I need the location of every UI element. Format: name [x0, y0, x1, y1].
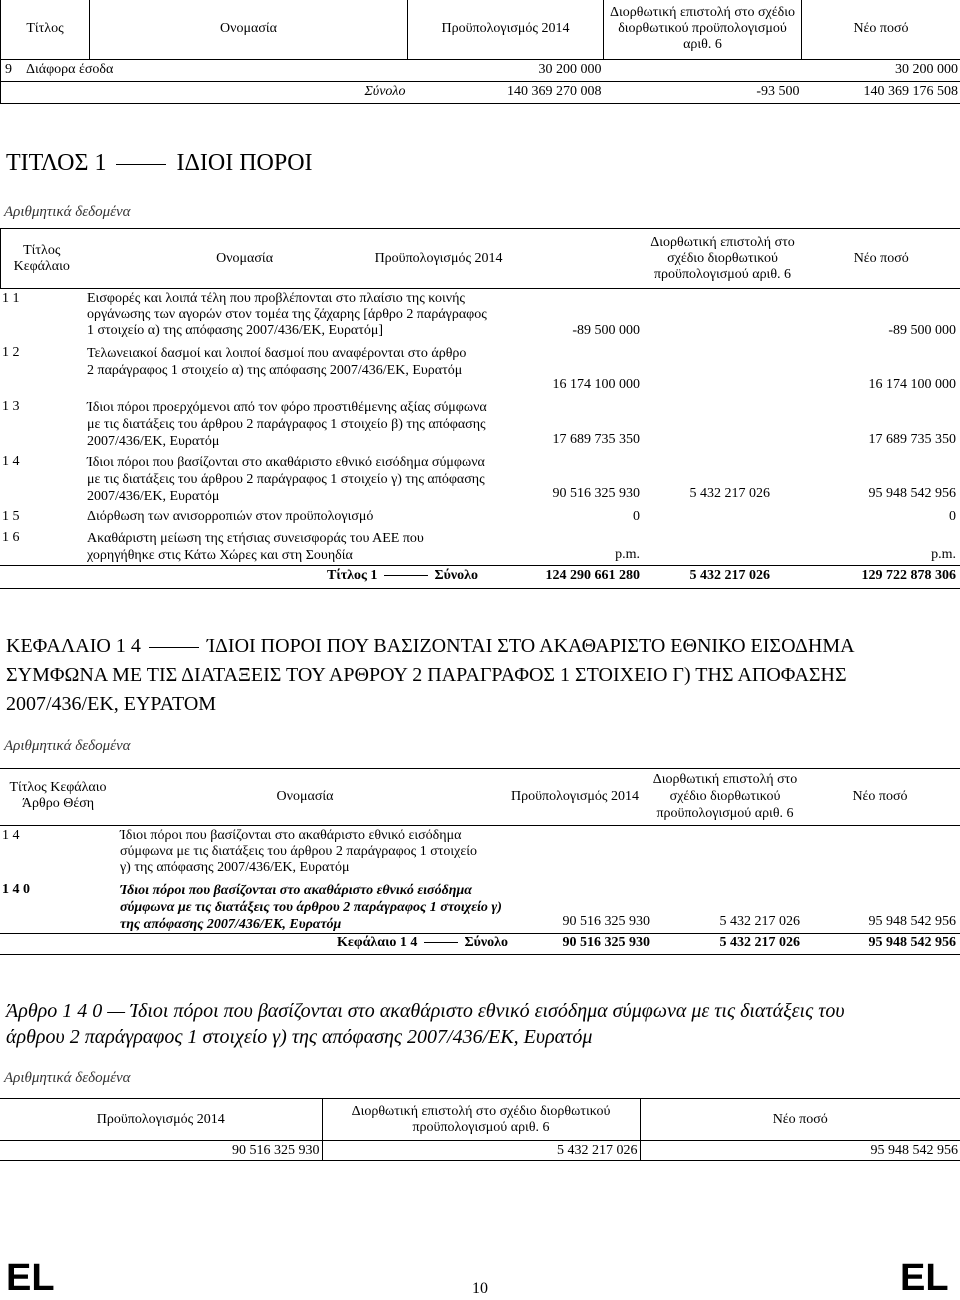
row-name: Ακαθάριστη μείωση της ετήσιας συνεισφοράς του ΑΕΕ που χορηγήθηκε στις Κάτω Χώρες και στη Σουηδία — [87, 531, 424, 563]
row-budget: 17 689 735 350 — [552, 432, 640, 447]
row-code: 9 — [5, 62, 12, 77]
row-name: Ίδιοι πόροι που βασίζονται στο ακαθάριστο εθνικό εισόδημα σύμφωνα με τις διατάξεις του άρθρου 2 παράγραφος 1 στοιχείο γ) της απόφασης 2007/436/ΕΚ, Ευρατόμ — [120, 883, 502, 932]
row-budget: 30 200 000 — [538, 62, 602, 77]
row-new-amount: 16 174 100 000 — [868, 377, 956, 392]
header-new-amount: Νέο ποσό — [852, 789, 908, 804]
row-name: Εισφορές και λοιπά τέλη που προβλέπονται στο πλαίσιο της κοινής οργάνωσης των αγορών στον τομέα της ζάχαρης [άρθρο 2 παράγραφος 1 στοιχείο α) της απόφασης 2007/436/ΕΚ, Ευρατόμ] — [87, 291, 487, 338]
header-title-chapter: Τίτλος Κεφάλαιο — [1, 229, 83, 289]
footer-lang-left: EL — [6, 1257, 55, 1299]
row-new-amount: -89 500 000 — [888, 323, 956, 338]
header-title-chapter: Τίτλος Κεφάλαιο Άρθρο Θέση — [9, 780, 107, 811]
table-row — [1, 59, 408, 81]
row-code: 1 4 — [2, 828, 20, 843]
header-amending: Διορθωτική επιστολή στο σχέδιο διορθωτικού προϋπολογισμού αριθ. 6 — [322, 1099, 640, 1141]
row-code: 1 4 — [2, 454, 20, 469]
row-budget: -89 500 000 — [572, 323, 640, 338]
numeric-data-label: Αριθμητικά δεδομένα — [4, 204, 131, 220]
header-budget: Προϋπολογισμός 2014 — [0, 1099, 322, 1141]
total-amending: -93 500 — [604, 81, 802, 103]
total-budget: 90 516 325 930 — [562, 935, 650, 950]
row-amending — [604, 59, 802, 81]
numeric-data-label: Αριθμητικά δεδομένα — [4, 1070, 131, 1086]
row-budget: 16 174 100 000 — [552, 377, 640, 392]
total-budget: 124 290 661 280 — [545, 568, 640, 583]
title1-table — [0, 228, 960, 289]
row-new-amount: 17 689 735 350 — [868, 432, 956, 447]
row-code: 1 5 — [2, 509, 20, 524]
row-budget: 0 — [633, 509, 640, 524]
footer-lang-right: EL — [900, 1257, 949, 1299]
row-budget: p.m. — [615, 547, 640, 562]
header-budget: Προϋπολογισμός 2014 — [511, 789, 639, 804]
row-new-amount: 30 200 000 — [802, 59, 960, 81]
header-amending: Διορθωτική επιστολή στο σχέδιο διορθωτικού προϋπολογισμού αριθ. 6 — [604, 0, 802, 59]
row-code: 1 4 0 — [2, 882, 30, 897]
row-amending: 5 432 217 026 — [689, 486, 770, 501]
row-amending: 5 432 217 026 — [322, 1141, 640, 1161]
row-budget: 90 516 325 930 — [0, 1141, 322, 1161]
row-name: Ίδιοι πόροι που βασίζονται στο ακαθάριστο εθνικό εισόδημα σύμφωνα με τις διατάξεις του άρθρου 2 παράγραφος 1 στοιχείο γ) της απόφασης 2007/436/ΕΚ, Ευρατόμ — [87, 455, 485, 504]
header-new-amount: Νέο ποσό — [803, 229, 960, 289]
header-amending: Διορθωτική επιστολή στο σχέδιο διορθωτικού προϋπολογισμού αριθ. 6 — [643, 229, 803, 289]
header-name: Ονομασία — [90, 0, 408, 59]
header-new-amount: Νέο ποσό — [802, 0, 960, 59]
article140-table — [0, 1098, 960, 1161]
row-name: Διάφορα έσοδα — [26, 62, 114, 77]
header-amending: Διορθωτική επιστολή στο σχέδιο διορθωτικού προϋπολογισμού αριθ. 6 — [652, 772, 798, 821]
total-amending: 5 432 217 026 — [719, 935, 800, 950]
total-amending: 5 432 217 026 — [689, 568, 770, 583]
row-code: 1 6 — [2, 530, 20, 545]
row-budget: 90 516 325 930 — [562, 914, 650, 929]
total-budget: 140 369 270 008 — [408, 81, 604, 103]
total-label: Σύνολο — [90, 81, 408, 103]
row-code: 1 3 — [2, 399, 20, 414]
row-amending: 5 432 217 026 — [719, 914, 800, 929]
row-new-amount: p.m. — [931, 547, 956, 562]
header-title: Τίτλος — [1, 0, 90, 59]
row-name: Τελωνειακοί δασμοί και λοιποί δασμοί που αναφέρονται στο άρθρο 2 παράγραφος 1 στοιχείο α) της απόφασης 2007/436/ΕΚ, Ευρατόμ — [87, 346, 467, 378]
top-summary-table — [0, 0, 960, 104]
title1-heading: ΤΙΤΛΟΣ 1 ΙΔΙΟΙ ΠΟΡΟΙ — [6, 150, 313, 176]
total-label: Κεφάλαιο 1 4 Σύνολο — [336, 935, 508, 950]
header-name: Ονομασία Προϋπολογισμός 2014 — [83, 229, 523, 289]
row-new-amount: 95 948 542 956 — [640, 1141, 960, 1161]
total-new-amount: 95 948 542 956 — [868, 935, 956, 950]
header-budget: Προϋπολογισμός 2014 — [408, 0, 604, 59]
total-label: Τίτλος 1 Σύνολο — [327, 568, 478, 583]
row-new-amount: 95 948 542 956 — [868, 914, 956, 929]
row-new-amount: 0 — [949, 509, 956, 524]
row-name: Ίδιοι πόροι που βασίζονται στο ακαθάριστο εθνικό εισόδημα σύμφωνα με τις διατάξεις του άρθρου 2 παράγραφος 1 στοιχείο γ) της απόφασης 2007/436/ΕΚ, Ευρατόμ — [120, 828, 478, 875]
row-name: Διόρθωση των ανισορροπιών στον προϋπολογισμό — [87, 509, 374, 524]
row-budget: 90 516 325 930 — [552, 486, 640, 501]
header-new-amount: Νέο ποσό — [640, 1099, 960, 1141]
total-new-amount: 129 722 878 306 — [861, 568, 956, 583]
header-name: Ονομασία — [276, 789, 334, 804]
row-code: 1 1 — [2, 291, 20, 306]
chapter14-heading: ΚΕΦΑΛΑΙΟ 1 4 ΊΔΙΟΙ ΠΟΡΟΙ ΠΟΥ ΒΑΣΙΖΟΝΤΑΙ ΣΤΟ ΑΚΑΘΑΡΙΣΤΟ ΕΘΝΙΚΟ ΕΙΣΟΔΗΜΑ ΣΥΜΦΩΝΑ ΜΕ ΤΙΣ ΔΙΑΤΑΞΕΙΣ ΤΟΥ ΑΡΘΡΟΥ 2 ΠΑΡΑΓΡΑΦΟΣ 1 ΣΤΟΙΧΕΙΟ Γ) ΤΗΣ ΑΠΟΦΑΣΗΣ 2007/436/ΕΚ, ΕΥΡΑΤΟΜ — [6, 635, 855, 715]
row-code: 1 2 — [2, 345, 20, 360]
article140-heading: Άρθρο 1 4 0 — Ίδιοι πόροι που βασίζονται στο ακαθάριστο εθνικό εισόδημα σύμφωνα με τις διατάξεις του άρθρου 2 παράγραφος 1 στοιχείο γ) της απόφασης 2007/436/ΕΚ, Ευρατόμ — [6, 1000, 845, 1048]
row-new-amount: 95 948 542 956 — [868, 486, 956, 501]
numeric-data-label: Αριθμητικά δεδομένα — [4, 738, 131, 754]
row-name: Ίδιοι πόροι προερχόμενοι από τον φόρο προστιθέμενης αξίας σύμφωνα με τις διατάξεις του άρθρου 2 παράγραφος 1 στοιχείο β) της απόφασης 2007/436/ΕΚ, Ευρατόμ — [87, 400, 487, 449]
page-number: 10 — [472, 1280, 488, 1297]
total-new-amount: 140 369 176 508 — [802, 81, 960, 103]
